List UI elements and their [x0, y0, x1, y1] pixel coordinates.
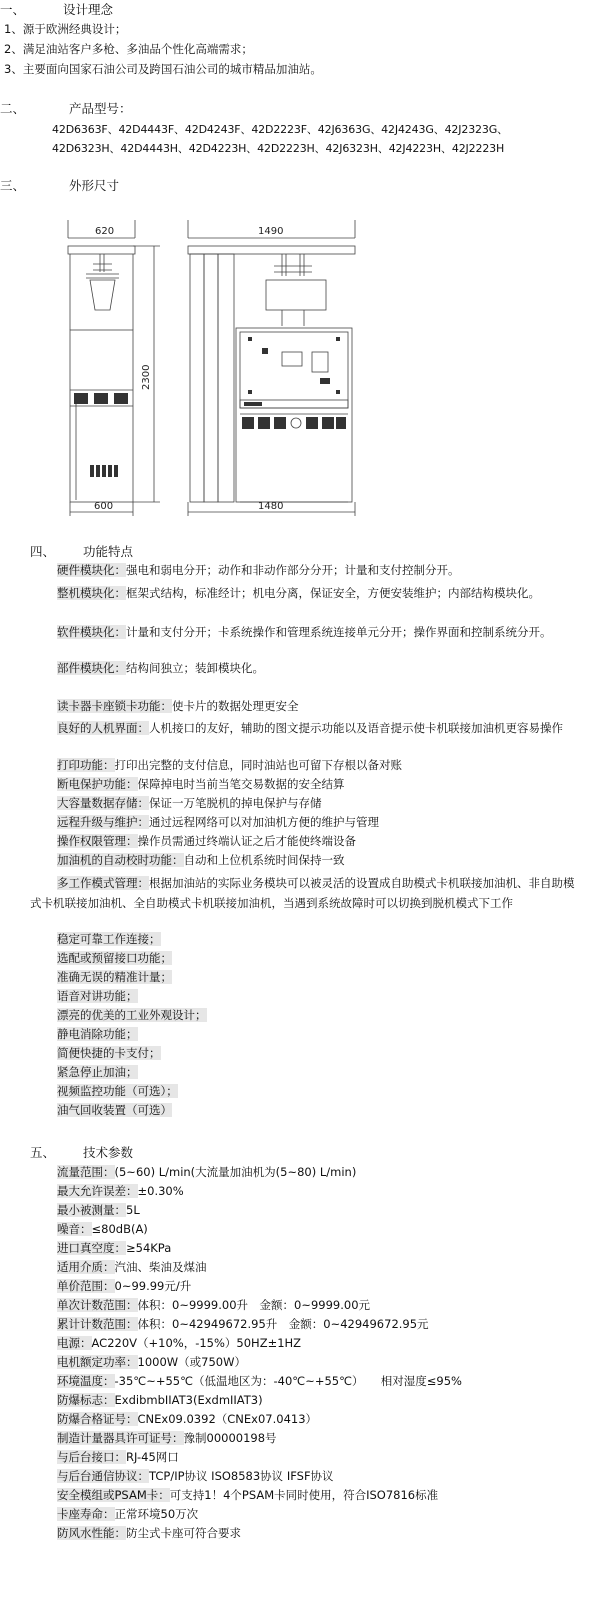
module-label: 部件模块化： — [57, 661, 126, 675]
module-text: 框架式结构，标准经计；机电分离，保证安全，方便安装维护；内部结构模块化。 — [126, 586, 540, 600]
feature-list-item — [57, 1065, 138, 1080]
model-list-line-1: 42D6363F、42D4443F、42D4243F、42D2223F、42J6363G、42J4243G、42J2323G、 — [52, 123, 508, 136]
module-text: 强电和弱电分开；动作和非动作部分分开；计量和支付控制分开。 — [126, 563, 460, 577]
section-5-number: 五、 — [30, 1145, 56, 1160]
param-row — [57, 1279, 191, 1294]
section-2-heading — [0, 101, 132, 117]
param-value: CNEx09.0392（CNEx07.0413） — [137, 1412, 318, 1426]
param-label: 制造计量器具许可证号： — [57, 1431, 184, 1445]
feature-item — [30, 758, 580, 773]
param-label: 噪音： — [57, 1222, 92, 1236]
feature-list-text: 语音对讲功能； — [57, 989, 138, 1003]
feature-text: 使卡片的数据处理更安全 — [172, 699, 299, 713]
section-2-title: 产品型号： — [69, 101, 132, 116]
param-label: 流量范围： — [57, 1165, 115, 1179]
feature-label: 多工作模式管理： — [57, 876, 149, 890]
section-3-heading — [0, 178, 119, 194]
param-row — [57, 1507, 198, 1522]
section-3-title: 外形尺寸 — [69, 178, 120, 193]
param-row — [57, 1203, 140, 1218]
dim-top-left: 620 — [95, 226, 115, 237]
param-label: 卡座寿命： — [57, 1507, 115, 1521]
module-item — [30, 661, 580, 676]
module-item — [30, 583, 580, 603]
param-label: 单次计数范围： — [57, 1298, 138, 1312]
feature-label: 断电保护功能： — [57, 777, 138, 791]
section-2-number: 二、 — [0, 101, 26, 116]
feature-list-item — [57, 989, 138, 1004]
param-row — [57, 1165, 356, 1180]
param-value: 5L — [126, 1203, 140, 1217]
param-value: TCP/IP协议 ISO8583协议 IFSF协议 — [149, 1469, 334, 1483]
feature-list-text: 简便快捷的卡支付； — [57, 1046, 161, 1060]
param-row — [57, 1241, 171, 1256]
feature-list-text: 准确无误的精准计量； — [57, 970, 172, 984]
feature-text: 操作员需通过终端认证之后才能使终端设备 — [137, 834, 356, 848]
param-label: 防风水性能： — [57, 1526, 126, 1540]
param-label: 防爆标志： — [57, 1393, 115, 1407]
feature-text: 保障掉电时当前当笔交易数据的安全结算 — [137, 777, 345, 791]
module-label: 整机模块化： — [57, 586, 126, 600]
feature-list-text: 静电消除功能； — [57, 1027, 138, 1041]
section-3-number: 三、 — [0, 178, 26, 193]
feature-item — [30, 853, 580, 868]
param-row — [57, 1450, 179, 1465]
feature-label: 良好的人机界面： — [57, 721, 149, 735]
section-1-item: 2、满足油站客户多枪、多油品个性化高端需求； — [4, 42, 253, 56]
feature-label: 读卡器卡座锁卡功能： — [57, 699, 172, 713]
param-label: 安全模组或PSAM卡： — [57, 1488, 170, 1502]
module-text: 结构间独立；装卸模块化。 — [126, 661, 264, 675]
feature-list-item — [57, 1046, 161, 1061]
feature-list-item — [57, 932, 161, 947]
feature-item — [30, 718, 580, 738]
section-5-title: 技术参数 — [83, 1145, 134, 1160]
param-value: ExdibmbIIAT3(ExdmIIAT3) — [114, 1393, 263, 1407]
feature-label: 加油机的自动校时功能： — [57, 853, 184, 867]
feature-text: 自动和上位机系统时间保持一致 — [183, 853, 345, 867]
feature-list-item — [57, 970, 172, 985]
param-label: 最小被测量： — [57, 1203, 126, 1217]
feature-text: 打印出完整的支付信息，同时油站也可留下存根以备对账 — [114, 758, 402, 772]
section-1-item: 3、主要面向国家石油公司及跨国石油公司的城市精品加油站。 — [4, 62, 322, 76]
section-5-heading — [30, 1145, 133, 1161]
param-label: 防爆合格证号： — [57, 1412, 138, 1426]
feature-list-item — [57, 1103, 172, 1118]
section-4-title: 功能特点 — [83, 544, 134, 559]
param-label: 适用介质： — [57, 1260, 115, 1274]
feature-item — [30, 796, 580, 811]
feature-list-item — [57, 1084, 178, 1099]
param-value: 正常环境50万次 — [114, 1507, 199, 1521]
param-row — [57, 1336, 301, 1351]
module-text: 计量和支付分开；卡系统操作和管理系统连接单元分开；操作界面和控制系统分开。 — [126, 625, 552, 639]
dimension-labels — [0, 210, 600, 520]
feature-label: 大容量数据存储： — [57, 796, 149, 810]
feature-list-text: 漂亮的优美的工业外观设计； — [57, 1008, 207, 1022]
param-row — [57, 1393, 263, 1408]
module-label: 硬件模块化： — [57, 563, 126, 577]
param-value: ≥54KPa — [126, 1241, 172, 1255]
feature-list-text: 视频监控功能（可选）； — [57, 1084, 178, 1098]
param-label: 单价范围： — [57, 1279, 115, 1293]
param-value: AC220V（+10%，-15%）50HZ±1HZ — [91, 1336, 302, 1350]
param-value: ≤80dB(A) — [91, 1222, 148, 1236]
section-4-number: 四、 — [30, 544, 56, 559]
param-row — [57, 1260, 207, 1275]
feature-list-text: 选配或预留接口功能； — [57, 951, 172, 965]
feature-item — [30, 699, 580, 714]
param-row — [57, 1184, 184, 1199]
param-value: 可支持1！4个PSAM卡同时使用，符合ISO7816标准 — [169, 1488, 439, 1502]
param-value: 豫制00000198号 — [183, 1431, 277, 1445]
section-4-heading — [30, 544, 133, 560]
feature-text: 根据加油站的实际业务模块可以被灵活的设置成自助模式卡机联接加油机、非自助模式卡机联接加油机、全自助模式卡机联接加油机，当遇到系统故障时可以切换到脱机模式下工作 — [30, 876, 575, 910]
param-row — [57, 1317, 429, 1332]
param-value: 1000W（或750W） — [137, 1355, 246, 1369]
feature-item — [30, 834, 580, 849]
feature-list-item — [57, 1027, 138, 1042]
param-row — [57, 1374, 462, 1389]
feature-text: 通过远程网络可以对加油机方便的维护与管理 — [149, 815, 379, 829]
section-1-number: 一、 — [0, 2, 26, 17]
feature-item — [30, 777, 580, 792]
param-row — [57, 1412, 317, 1427]
param-value: 汽油、柴油及煤油 — [114, 1260, 207, 1274]
feature-label: 打印功能： — [57, 758, 115, 772]
dim-height: 2300 — [141, 364, 152, 390]
param-row — [57, 1469, 334, 1484]
param-row — [57, 1298, 370, 1313]
feature-label: 远程升级与维护： — [57, 815, 149, 829]
param-row — [57, 1526, 241, 1541]
feature-item — [30, 815, 580, 830]
feature-list-text: 稳定可靠工作连接； — [57, 932, 161, 946]
param-row — [57, 1222, 148, 1237]
dim-bottom-right: 1480 — [258, 501, 284, 512]
param-row — [57, 1488, 438, 1503]
feature-text: 保证一万笔脱机的掉电保护与存储 — [149, 796, 322, 810]
param-label: 累计计数范围： — [57, 1317, 138, 1331]
section-1-title: 设计理念 — [63, 2, 114, 17]
section-1-item: 1、源于欧洲经典设计； — [4, 22, 127, 36]
dim-bottom-left: 600 — [94, 501, 114, 512]
param-value: -35℃~+55℃（低温地区为：-40℃~+55℃） 相对湿度≤95% — [114, 1374, 462, 1388]
param-label: 与后台通信协议： — [57, 1469, 149, 1483]
param-value: 体积：0~42949672.95升 金额：0~42949672.95元 — [137, 1317, 429, 1331]
param-value: 体积：0~9999.00升 金额：0~9999.00元 — [137, 1298, 371, 1312]
feature-label: 操作权限管理： — [57, 834, 138, 848]
module-label: 软件模块化： — [57, 625, 126, 639]
param-row — [57, 1431, 277, 1446]
param-label: 电机额定功率： — [57, 1355, 138, 1369]
param-value: ±0.30% — [137, 1184, 184, 1198]
feature-text: 人机接口的友好，辅助的图文提示功能以及语音提示使卡机联接加油机更容易操作 — [149, 721, 563, 735]
model-list-line-2: 42D6323H、42D4443H、42D4223H、42D2223H、42J6323H、42J4223H、42J2223H — [52, 142, 505, 155]
feature-item — [30, 873, 580, 913]
feature-list-text: 紧急停止加油； — [57, 1065, 138, 1079]
param-label: 环境温度： — [57, 1374, 115, 1388]
feature-list-text: 油气回收装置（可选） — [57, 1103, 172, 1117]
param-label: 与后台接口： — [57, 1450, 126, 1464]
param-value: (5~60) L/min(大流量加油机为(5~80) L/min) — [114, 1165, 357, 1179]
dim-top-right: 1490 — [258, 226, 284, 237]
param-label: 最大允许误差： — [57, 1184, 138, 1198]
feature-list-item — [57, 1008, 207, 1023]
section-1-heading — [0, 2, 113, 18]
feature-list-item — [57, 951, 172, 966]
param-value: 防尘式卡座可符合要求 — [126, 1526, 241, 1540]
param-label: 进口真空度： — [57, 1241, 126, 1255]
module-item — [30, 622, 580, 642]
param-value: RJ-45网口 — [126, 1450, 179, 1464]
param-row — [57, 1355, 246, 1370]
module-item — [30, 563, 580, 578]
param-label: 电源： — [57, 1336, 92, 1350]
param-value: 0~99.99元/升 — [114, 1279, 192, 1293]
